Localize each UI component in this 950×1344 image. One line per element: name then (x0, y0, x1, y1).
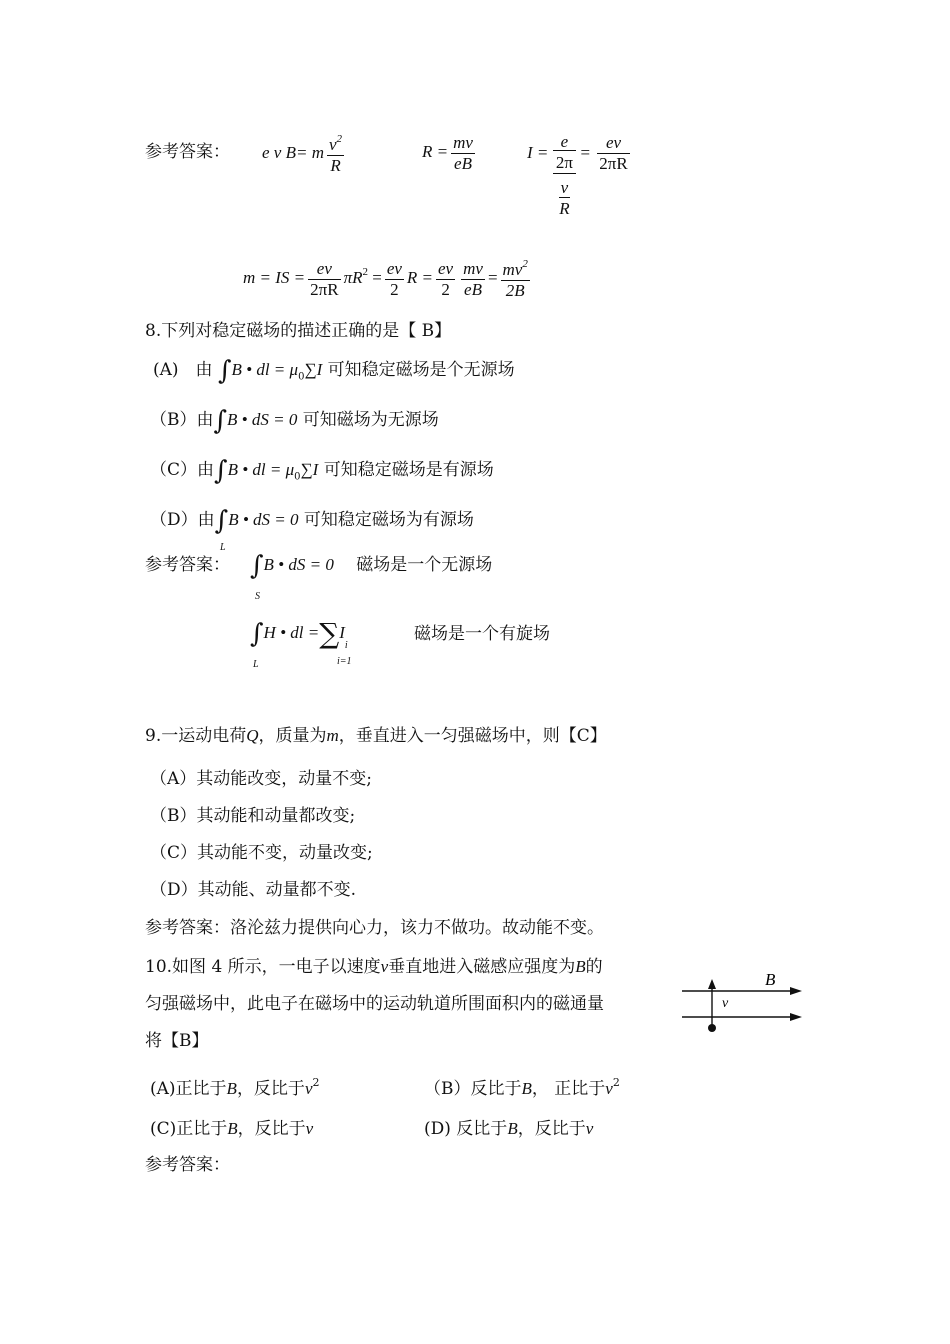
q10-option-d: (D) 反比于B，反比于v (424, 1119, 594, 1139)
q8-option-a: (A) 由 ∫B • dl = $\mu_0\sum I$ 可知稳定磁场是个无源场 (153, 356, 515, 386)
q7-eq3-eq: = (580, 143, 591, 162)
q7-eq2-lhs: R = (422, 141, 449, 161)
arrow-head-icon (708, 979, 716, 989)
q8-answer-eq1-lower: S (255, 591, 260, 602)
q8-option-d: （D）由∫B • dS = 0 可知稳定磁场为有源场 (150, 506, 474, 536)
q7-eq4-t1: πR (343, 267, 363, 287)
q9-option-c: （C）其动能不变，动量改变; (150, 843, 373, 863)
q9-option-a: （A）其动能改变，动量不变; (150, 769, 373, 789)
electron-dot-icon (708, 1024, 716, 1032)
q7-eq4-f1-den: 2πR (310, 279, 339, 299)
q7-eq3-num2: ev (597, 133, 629, 154)
integral-icon: ∫ (214, 456, 228, 486)
q7-eq3-den-den: R (559, 199, 570, 218)
q10-option-b: （B）反比于B， 正比于$v^2$ (424, 1076, 620, 1099)
q8-option-c: （C）由∫B • dl = $\mu_0\sum I$ 可知稳定磁场是有源场 (150, 456, 494, 486)
q7-eq3-den-num: v (559, 174, 571, 198)
integral-icon: ∫ (214, 506, 229, 536)
integral-icon: ∫ (213, 406, 228, 436)
q10-figure (678, 965, 808, 1040)
q10-stem-line2: 匀强磁场中，此电子在磁场中的运动轨道所围面积内的磁通量 (145, 994, 604, 1014)
integral-lower-limit: L (220, 542, 226, 553)
q8-answer-eq1: ∫B • dS = 0 磁场是一个无源场 (250, 551, 493, 581)
q8-stem: 8.下列对稳定磁场的描述正确的是【 B】 (145, 321, 452, 341)
q9-option-b: （B）其动能和动量都改变; (150, 806, 356, 826)
integral-icon: ∫ (250, 551, 264, 581)
q7-eq1-lhs: e v B (262, 142, 296, 162)
q7-eq1-eq: = m (295, 142, 324, 162)
q7-eq3-num: e (553, 133, 577, 151)
q7-answer-label: 参考答案： (145, 142, 230, 162)
q7-eq1-frac (327, 133, 344, 175)
q9-option-d: （D）其动能、动量都不变. (150, 880, 357, 900)
q7-eq1-den: R (330, 155, 341, 175)
q7-eq4-f2-num: ev (386, 259, 402, 278)
integral-icon: ∫ (217, 356, 232, 386)
fig-label-B: B (765, 970, 776, 989)
q8-answer-label: 参考答案： (145, 555, 230, 575)
q10-stem-line3: 将【B】 (145, 1031, 209, 1051)
q10-stem-line1: 10.如图 4 所示，一电子以速度v垂直地进入磁感应强度为B的 (145, 957, 603, 977)
q7-eq2-num: mv (453, 133, 473, 152)
q7-eq4 (243, 258, 533, 300)
q8-option-b: （B）由∫B • dS = 0 可知磁场为无源场 (150, 406, 439, 436)
q7-eq4-f1-num: ev (308, 259, 340, 280)
fig-label-v: v (722, 996, 729, 1011)
q7-eq3 (527, 133, 633, 219)
q7-eq4-f3-num: ev (438, 259, 454, 278)
q7-eq4-t2: R = (406, 267, 434, 287)
q10-answer-label: 参考答案： (145, 1155, 230, 1175)
q7-eq3-lhs: I = (527, 143, 549, 162)
q8-answer-eq2: ∫H • dl $=\sum I_i$ (250, 617, 348, 651)
q9-stem: 9.一运动电荷Q，质量为m，垂直进入一匀强磁场中，则【C】 (145, 726, 607, 746)
q7-eq1-num: $v^2$ (328, 133, 343, 154)
arrow-head-icon (790, 1013, 802, 1021)
q7-eq4-eq1: = (372, 267, 382, 287)
q9-answer: 参考答案：洛沦兹力提供向心力，该力不做功。故动能不变。 (145, 918, 604, 938)
q8-answer-eq2-lower: L (253, 659, 259, 670)
q7-eq4-t1-sup: 2 (362, 265, 368, 278)
q7-eq4-f3-den: 2 (441, 279, 450, 299)
q7-eq4-lhs: m = IS = (243, 267, 306, 287)
q8-answer-eq2-text: 磁场是一个有旋场 (414, 624, 550, 644)
q8-answer-eq2-sum-lower: i=1 (337, 656, 352, 667)
q7-eq4-f4-num: mv (463, 259, 483, 278)
q7-eq4-eq2: = (487, 267, 498, 287)
q7-eq4-f5-num: $mv^2$ (502, 258, 528, 279)
q7-eq4-f2-den: 2 (390, 279, 399, 299)
arrow-head-icon (790, 987, 802, 995)
q10-option-c: (C)正比于B，反比于v (150, 1119, 314, 1139)
q7-eq2 (422, 133, 478, 173)
q7-eq1 (262, 133, 347, 175)
q7-eq4-f4-den: eB (464, 279, 482, 299)
q7-eq4-f5-den: 2B (505, 280, 525, 300)
q7-eq3-den-top: 2π (553, 151, 577, 174)
q10-option-a: (A)正比于B，反比于$v^2$ (150, 1076, 320, 1099)
q7-eq3-den2: 2πR (599, 153, 628, 173)
integral-icon: ∫ (250, 619, 264, 649)
q7-eq2-den: eB (454, 153, 472, 173)
